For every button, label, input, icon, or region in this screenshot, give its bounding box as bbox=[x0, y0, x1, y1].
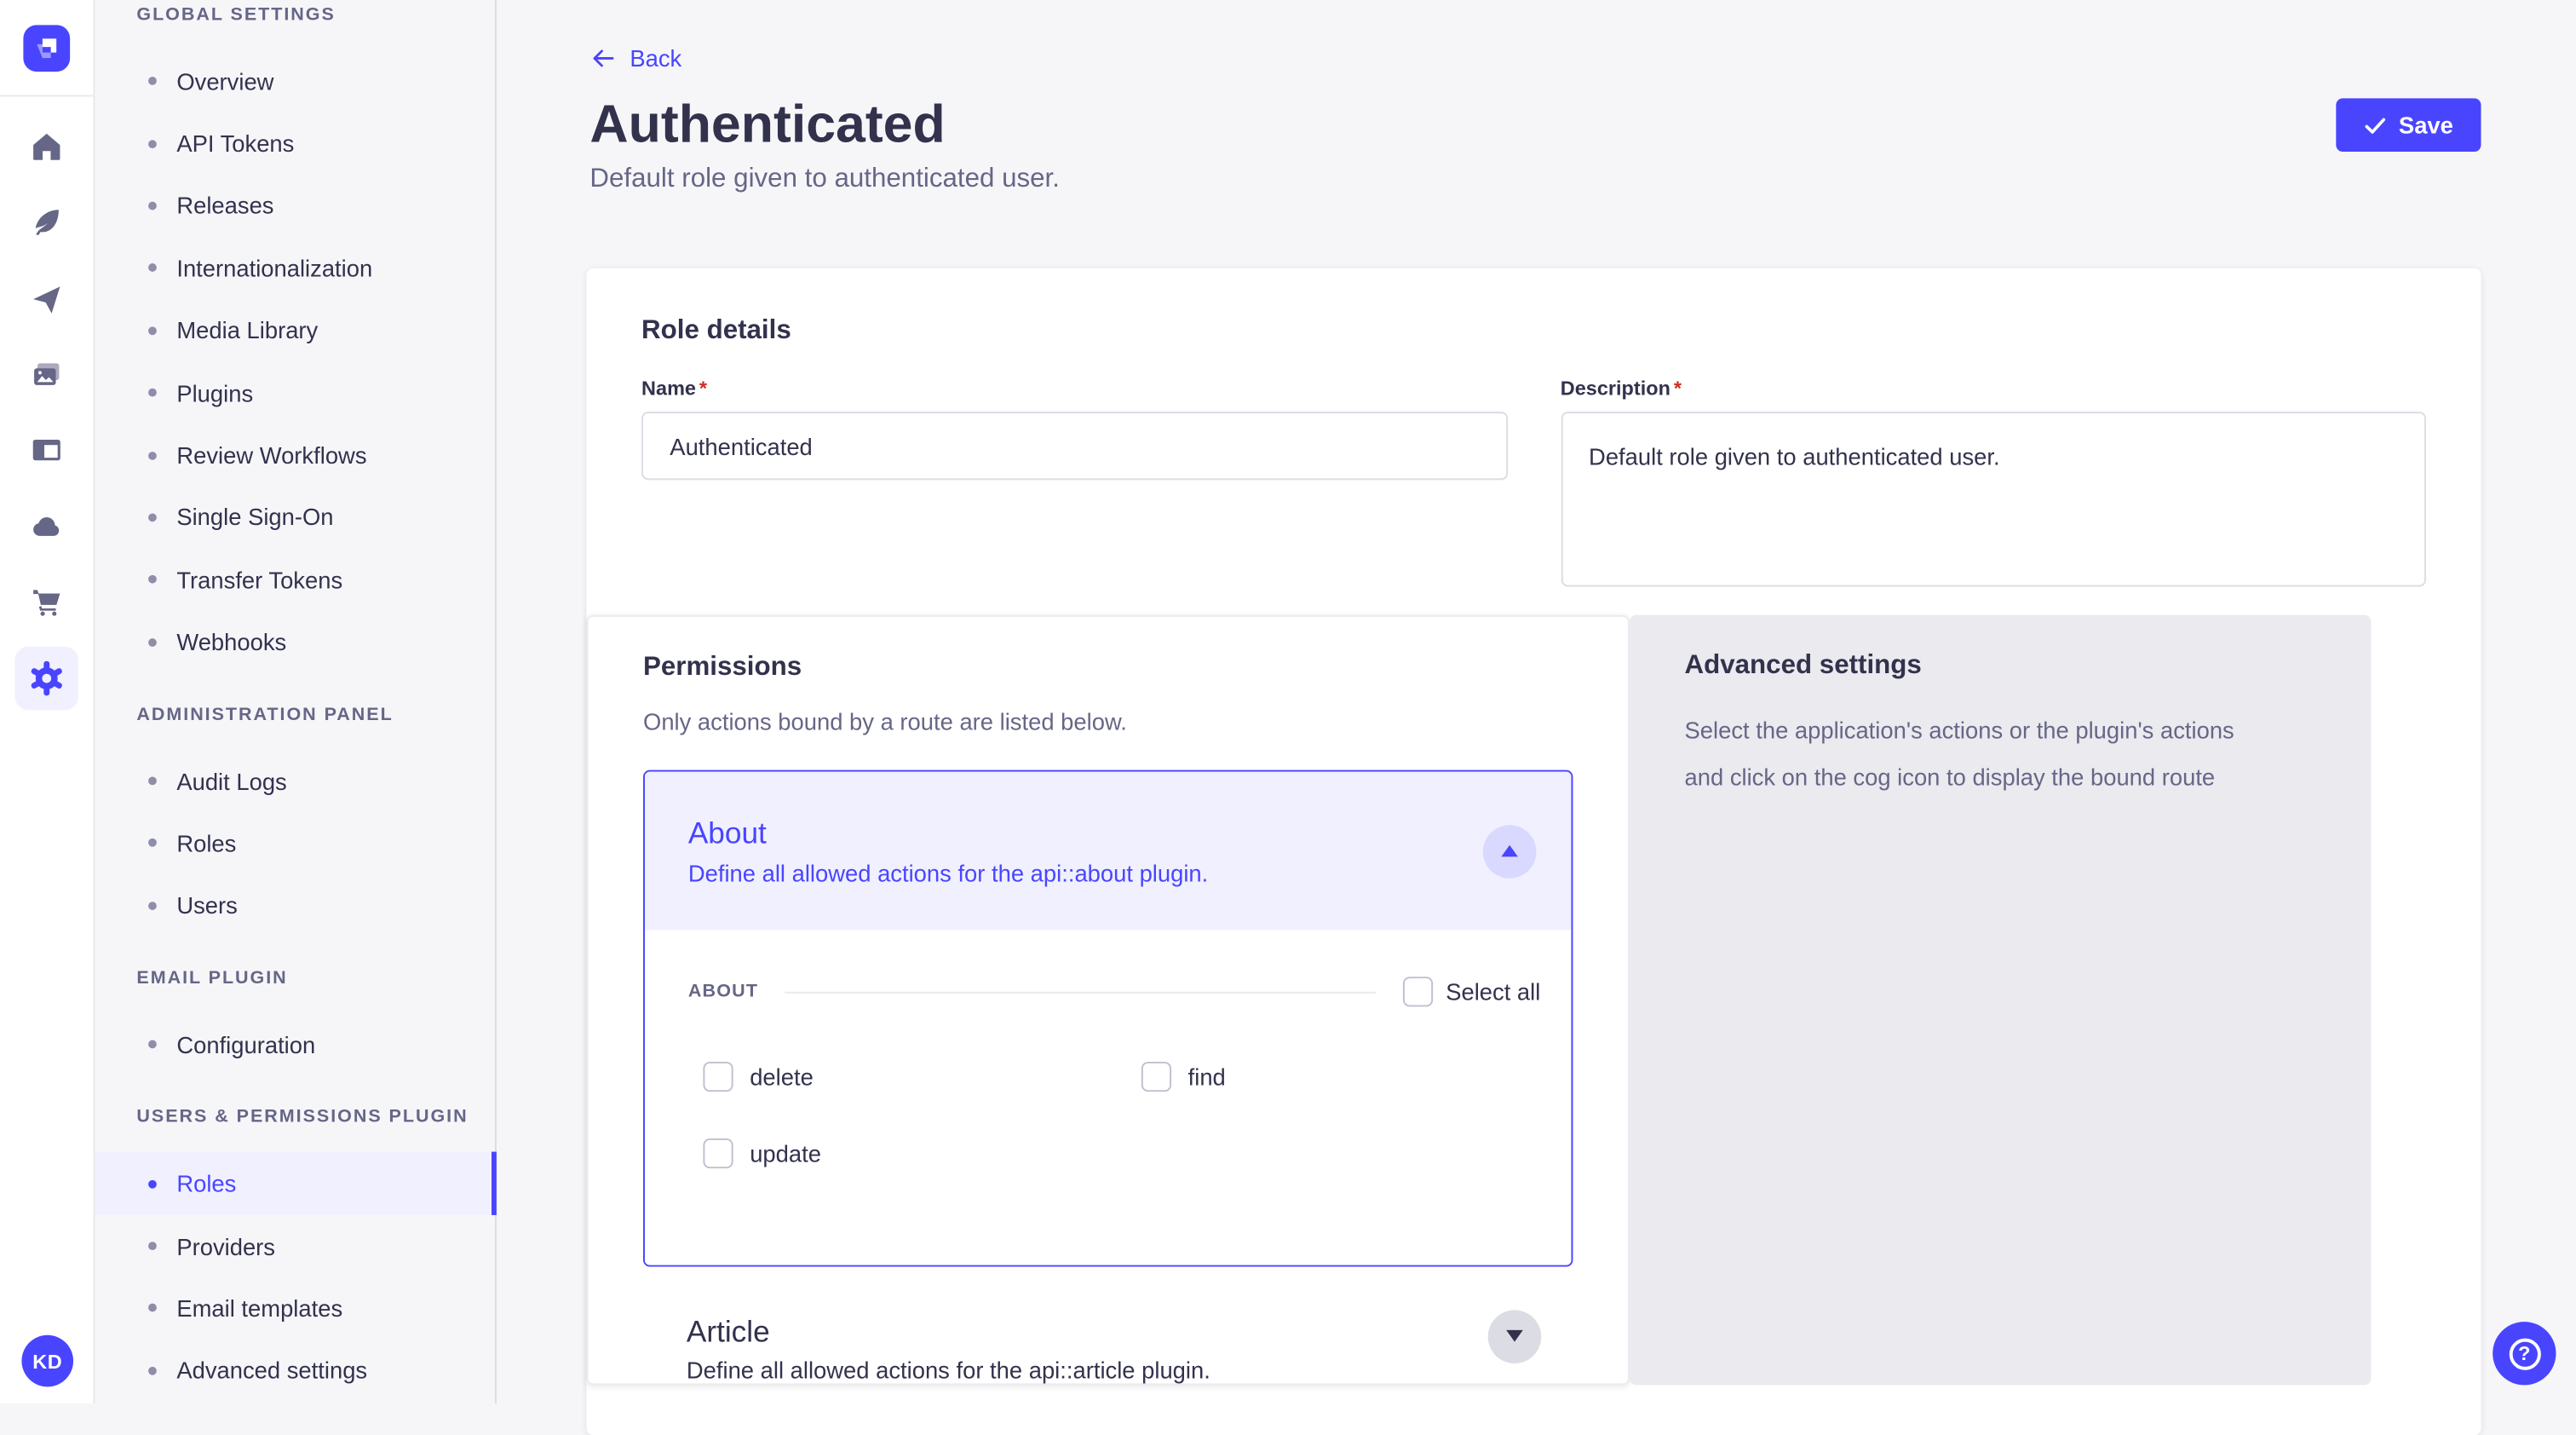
description-textarea[interactable] bbox=[1561, 412, 2426, 586]
sidebar-item-overview[interactable]: Overview bbox=[95, 50, 494, 112]
advanced-settings-heading: Advanced settings bbox=[1684, 651, 1922, 681]
bullet-icon bbox=[148, 839, 157, 848]
bullet-icon bbox=[148, 513, 157, 522]
bullet-icon bbox=[148, 575, 157, 584]
bullet-icon bbox=[148, 1040, 157, 1049]
accordion-about-header[interactable] bbox=[645, 772, 1571, 931]
rail-divider bbox=[0, 95, 95, 96]
checkbox-update[interactable] bbox=[703, 1138, 733, 1168]
question-mark-icon: ? bbox=[2509, 1338, 2540, 1369]
permission-action-update: update bbox=[703, 1138, 1141, 1168]
group-label: ABOUT bbox=[687, 982, 759, 1002]
home-icon[interactable] bbox=[14, 113, 80, 180]
page-subtitle: Default role given to authenticated user. bbox=[589, 164, 1060, 193]
accordion-about-body bbox=[645, 930, 1571, 1265]
save-button[interactable]: Save bbox=[2336, 98, 2481, 152]
accordion-about bbox=[643, 770, 1572, 1267]
bullet-icon bbox=[148, 326, 157, 335]
description-field-group bbox=[1561, 378, 2426, 595]
sidebar-item-up-roles[interactable]: Roles bbox=[95, 1153, 494, 1215]
bullet-icon bbox=[148, 638, 157, 647]
divider-line bbox=[785, 991, 1376, 993]
media-gallery-icon[interactable] bbox=[14, 342, 80, 408]
sidebar-item-review-workflows[interactable]: Review Workflows bbox=[95, 424, 494, 486]
user-avatar[interactable]: KD bbox=[21, 1335, 73, 1387]
bullet-icon bbox=[148, 264, 157, 273]
sidebar-item-webhooks[interactable]: Webhooks bbox=[95, 611, 494, 673]
sidebar-item-media-library[interactable]: Media Library bbox=[95, 299, 494, 361]
name-field-group bbox=[641, 378, 1507, 595]
expand-button[interactable] bbox=[1487, 1309, 1541, 1363]
select-all-checkbox[interactable] bbox=[1402, 977, 1432, 1006]
advanced-settings-body: Select the application's actions or the plugin's actions and click on the cog icon to display the bound route bbox=[1684, 717, 2234, 791]
arrow-left-icon bbox=[589, 45, 616, 72]
help-button[interactable] bbox=[2493, 1322, 2556, 1385]
role-details-fields bbox=[641, 378, 2426, 595]
sidebar-item-users[interactable]: Users bbox=[95, 874, 494, 936]
sidebar-section-administration-panel: ADMINISTRATION PANEL bbox=[136, 705, 394, 725]
sidebar-item-audit-logs[interactable]: Audit Logs bbox=[95, 750, 494, 812]
permissions-panel bbox=[587, 615, 1629, 1386]
sidebar-section-users-permissions-plugin: USERS & PERMISSIONS PLUGIN bbox=[136, 1107, 469, 1128]
permissions-section bbox=[587, 615, 2481, 1382]
permission-action-find: find bbox=[1141, 1062, 1540, 1092]
accordion-about-description: Define all allowed actions for the api::about plugin. bbox=[687, 860, 1209, 887]
required-asterisk: * bbox=[1673, 377, 1682, 401]
name-label: Name * bbox=[641, 377, 708, 401]
shopping-cart-icon[interactable] bbox=[14, 568, 80, 635]
bullet-icon bbox=[148, 451, 157, 459]
sidebar-item-advanced-settings[interactable]: Advanced settings bbox=[95, 1340, 494, 1402]
sidebar-item-plugins[interactable]: Plugins bbox=[95, 361, 494, 424]
permissions-heading: Permissions bbox=[643, 653, 802, 683]
bullet-icon bbox=[148, 777, 157, 786]
main-content bbox=[497, 0, 2576, 1403]
bullet-icon bbox=[148, 1367, 157, 1375]
strapi-logo-icon[interactable] bbox=[23, 25, 70, 72]
select-all-row bbox=[688, 977, 1540, 1006]
checkbox-find[interactable] bbox=[1141, 1062, 1171, 1092]
accordion-article-header[interactable] bbox=[643, 1295, 1572, 1384]
icon-rail bbox=[0, 0, 95, 1403]
bullet-icon bbox=[148, 139, 157, 147]
collapse-button[interactable] bbox=[1482, 824, 1536, 878]
settings-gear-icon[interactable] bbox=[15, 647, 78, 710]
accordion-article-description: Define all allowed actions for the api::article plugin. bbox=[686, 1357, 1210, 1384]
sidebar-item-single-sign-on[interactable]: Single Sign-On bbox=[95, 487, 494, 549]
actions-grid bbox=[688, 1062, 1540, 1168]
advanced-settings-panel bbox=[1629, 615, 2371, 1386]
back-link[interactable]: Back bbox=[589, 45, 681, 72]
feather-icon[interactable] bbox=[14, 188, 80, 255]
bullet-icon bbox=[148, 1179, 157, 1188]
cloud-icon[interactable] bbox=[14, 493, 80, 560]
sidebar-item-api-tokens[interactable]: API Tokens bbox=[95, 112, 494, 175]
sidebar-item-providers[interactable]: Providers bbox=[95, 1215, 494, 1277]
permissions-subheading: Only actions bound by a route are listed below. bbox=[643, 708, 1127, 735]
sidebar-section-global-settings: GLOBAL SETTINGS bbox=[136, 4, 336, 26]
select-all-label: Select all bbox=[1446, 978, 1541, 1006]
role-edit-card bbox=[587, 268, 2481, 1435]
bullet-icon bbox=[148, 202, 157, 210]
sidebar-section-email-plugin: EMAIL PLUGIN bbox=[136, 968, 288, 989]
active-indicator-bar bbox=[492, 1153, 497, 1215]
accordion-about-title: About bbox=[687, 816, 767, 850]
checkbox-delete[interactable] bbox=[703, 1062, 733, 1092]
bullet-icon bbox=[148, 902, 157, 910]
sidebar-item-transfer-tokens[interactable]: Transfer Tokens bbox=[95, 549, 494, 611]
permission-action-delete: delete bbox=[703, 1062, 1141, 1092]
bullet-icon bbox=[148, 77, 157, 85]
chevron-up-icon bbox=[1500, 845, 1517, 857]
sidebar-item-configuration[interactable]: Configuration bbox=[95, 1013, 494, 1075]
bullet-icon bbox=[148, 389, 157, 397]
sidebar-item-internationalization[interactable]: Internationalization bbox=[95, 237, 494, 299]
sidebar-item-releases[interactable]: Releases bbox=[95, 175, 494, 237]
role-details-heading: Role details bbox=[641, 316, 791, 345]
bullet-icon bbox=[148, 1304, 157, 1312]
sidebar-item-admin-roles[interactable]: Roles bbox=[95, 812, 494, 874]
check-icon bbox=[2364, 114, 2385, 135]
layout-icon[interactable] bbox=[14, 417, 80, 483]
bullet-icon bbox=[148, 1242, 157, 1250]
sidebar-item-email-templates[interactable]: Email templates bbox=[95, 1277, 494, 1340]
name-input[interactable] bbox=[641, 412, 1507, 480]
chevron-down-icon bbox=[1505, 1330, 1522, 1342]
accordion-article-title: Article bbox=[686, 1315, 770, 1349]
settings-sidebar bbox=[95, 0, 496, 1403]
description-label: Description * bbox=[1560, 377, 1682, 401]
paper-plane-icon[interactable] bbox=[14, 267, 80, 333]
required-asterisk: * bbox=[699, 377, 708, 401]
page-title: Authenticated bbox=[589, 93, 946, 153]
